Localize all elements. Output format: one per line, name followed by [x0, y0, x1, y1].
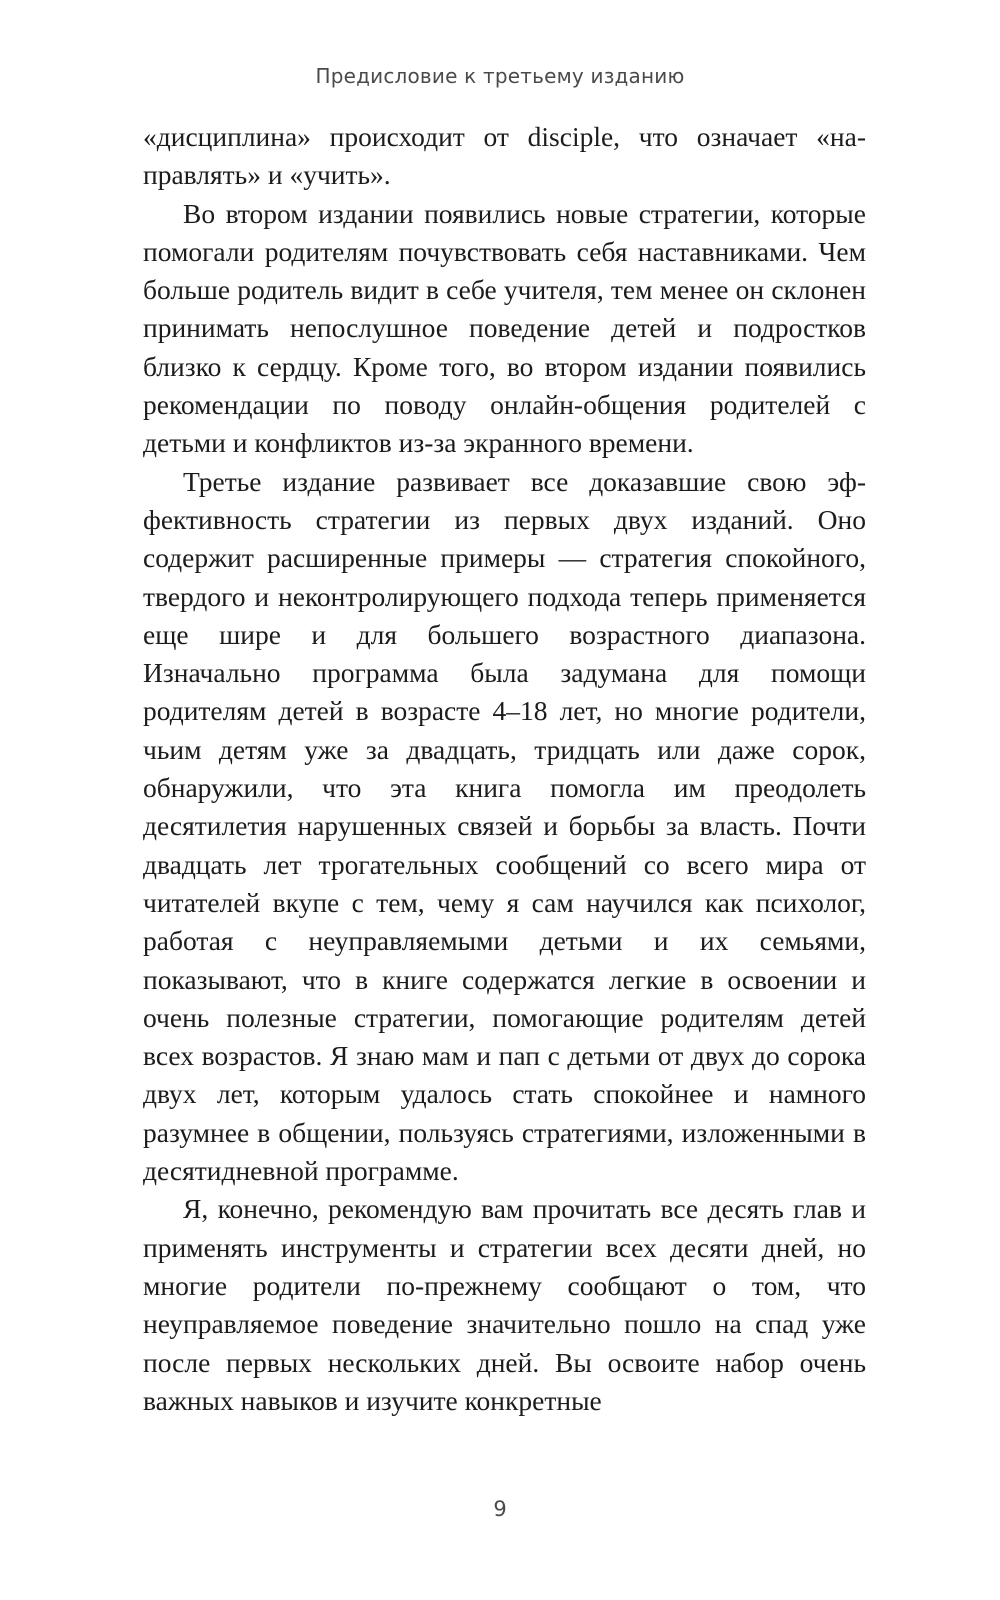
running-header: Предисловие к третьему изданию: [315, 64, 685, 88]
paragraph-2: Во втором издании появились новые стратегии, которые помогали родителям почувствовать себя наставниками. Чем больше родитель видит в себе учителя, тем менее он склонен принимать непослушное поведение детей и подростков близко к сердцу. Кроме того, во втором издании появились рекомендации по поводу онлайн-общения родителей с детьми и конфликтов из-за экранного времени.: [143, 197, 866, 459]
main-text: [143, 118, 866, 1420]
paragraph-4: Я, конечно, рекомендую вам прочитать все десять глав и применять инструменты и стратегии всех десяти дней, но многие родители по-прежнему сообщают о том, что неуправляемое поведение значительно пошло на спад уже после первых нескольких дней. Вы освоите набор очень важных навыков и изучите конкретные: [143, 1193, 866, 1416]
paragraph-1: «дисциплина» происходит от disciple, что означает «направлять» и «учить».: [143, 121, 866, 191]
paragraph-3: Третье издание развивает все доказавшие свою эффективность стратегии из первых двух изданий. Оно содержит расширенные примеры — стратегия спокойного, твердого и неконтролирующего подхода теперь применяется еще шире и для большего возрастного диапазона. Изначально программа была задумана для помощи родителям детей в возрасте 4–18 лет, но многие родители, чьим детям уже за двадцать, тридцать или даже сорок, обнаружили, что эта книга помогла им преодолеть десятилетия нарушенных связей и борьбы за власть. Почти двадцать лет трогательных сообщений со всего мира от читателей вкупе с тем, чему я сам научился как психолог, работая с неуправляемыми детьми и их семьями, показывают, что в книге содержатся легкие в освоении и очень полезные стратегии, помогающие родителям детей всех возрастов. Я знаю мам и пап с детьми от двух до сорока двух лет, которым удалось стать спокойнее и намного разумнее в общении, пользуясь стратегиями, изложенными в десятидневной программе.: [143, 465, 866, 1187]
page-number: 9: [493, 1497, 507, 1521]
